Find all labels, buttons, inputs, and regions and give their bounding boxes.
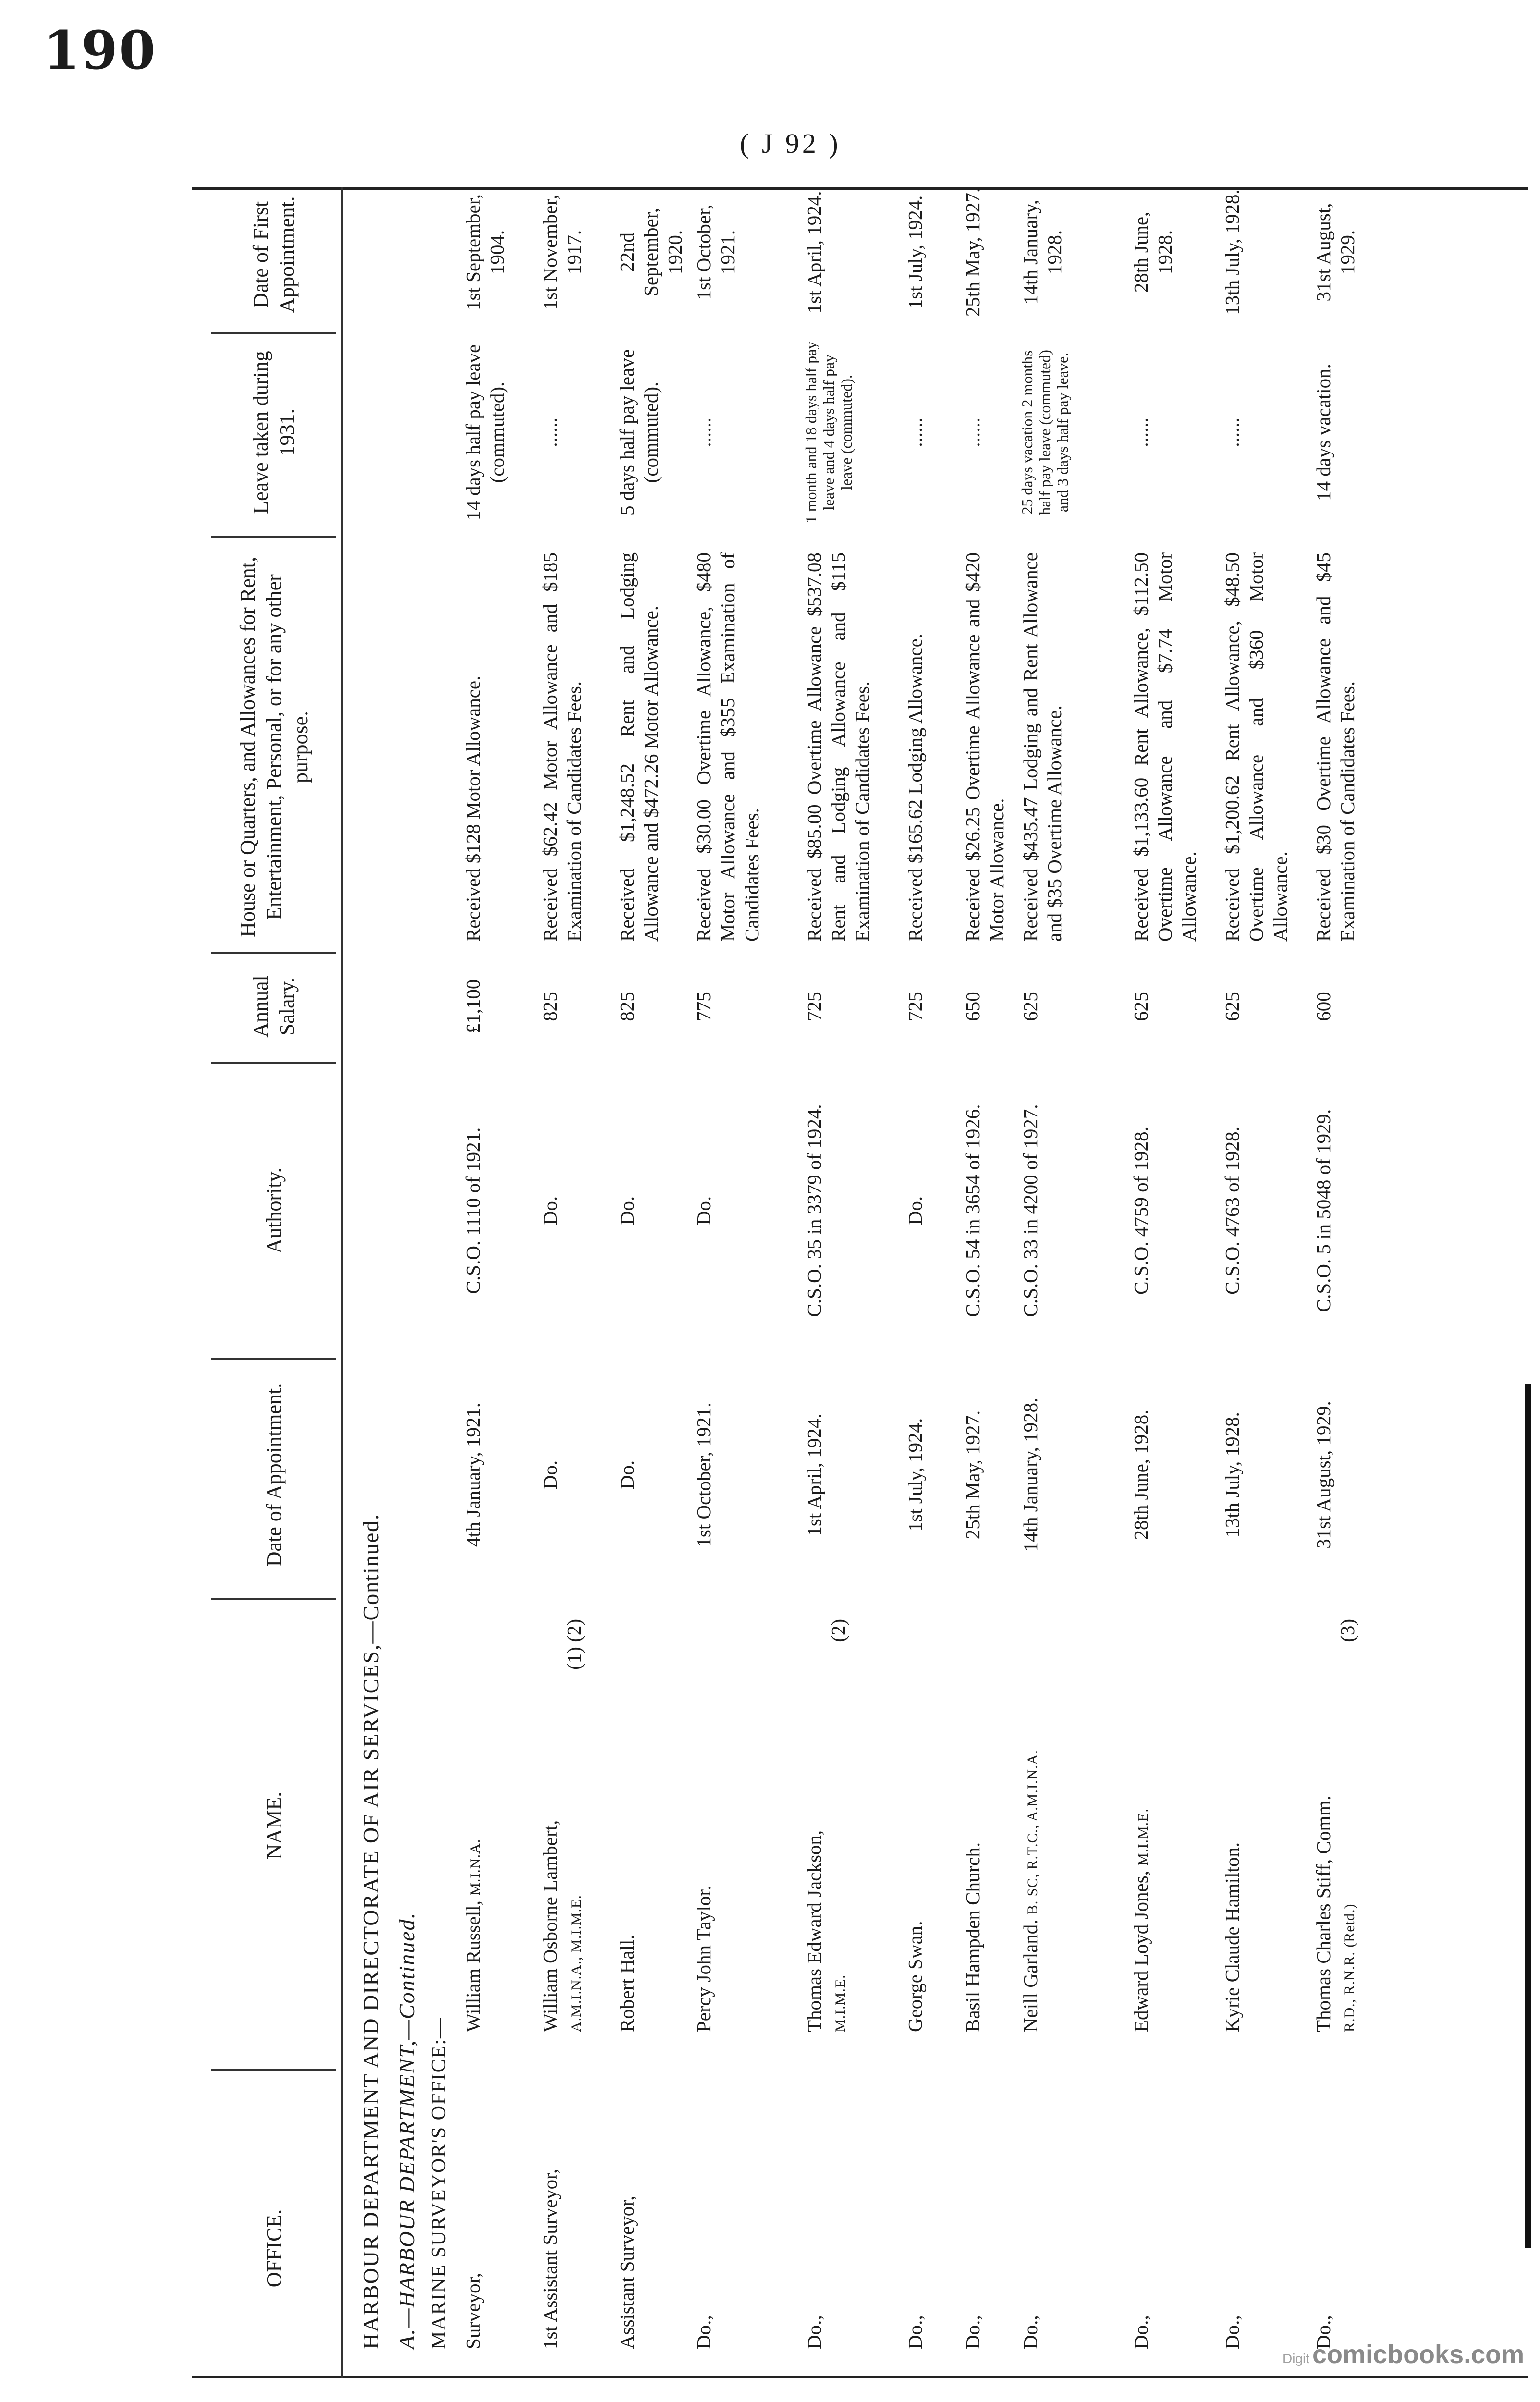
name-qualification: R.D., R.N.R. (Retd.) xyxy=(1342,1903,1358,2032)
name-qualification: B. SC, R.T.C., A.M.I.N.A. xyxy=(1025,1750,1040,1915)
allowances-cell: Received $1,133.60 Rent Allowance, $112.50 Overtime Allowance and $7.74 Motor Allowance. xyxy=(1130,552,1200,942)
header-separator xyxy=(211,1062,336,1064)
office-cell: Do., xyxy=(1312,2315,1334,2349)
column-rule-header xyxy=(192,2376,1528,2378)
date-cell: 1st April, 1924. xyxy=(803,1413,825,1536)
name-text: William Osborne Lambert, xyxy=(539,1820,561,2032)
rotated-table xyxy=(192,187,1537,2378)
first-appointment-cell: 22nd September, 1920. xyxy=(616,208,686,296)
authority-cell: Do. xyxy=(539,1196,561,1226)
leave-cell: ...... xyxy=(962,417,984,447)
name-text: William Russell, xyxy=(462,1900,484,2032)
first-appointment-cell: 14th January, 1928. xyxy=(1019,199,1066,305)
salary-cell: 625 xyxy=(1221,992,1243,1021)
date-cell: 31st August, 1929. xyxy=(1312,1401,1334,1549)
salary-cell: 600 xyxy=(1312,992,1334,1021)
name-cell xyxy=(1311,1619,1359,2032)
date-cell: 13th July, 1928. xyxy=(1221,1412,1243,1538)
office-cell: Do., xyxy=(962,2315,984,2349)
office-cell: Do., xyxy=(904,2315,926,2349)
allowances-cell: Received $128 Motor Allowance. xyxy=(462,675,484,942)
name-text: Edward Loyd Jones, xyxy=(1130,1871,1152,2032)
leave-cell: ...... xyxy=(539,417,561,447)
header-leave: Leave taken during 1931. xyxy=(249,351,299,514)
footnote-marker: (3) xyxy=(1336,1619,1359,1642)
first-appointment-cell: 31st August, 1929. xyxy=(1312,203,1359,302)
salary-cell: 625 xyxy=(1019,992,1041,1021)
header-name: NAME. xyxy=(262,1791,286,1860)
header-separator xyxy=(211,2069,336,2071)
footnote-marker: (2) xyxy=(827,1619,850,1642)
name-cell xyxy=(692,1619,716,2032)
document-reference: ( J 92 ) xyxy=(740,128,841,159)
name-text: Basil Hampden Church. xyxy=(962,1842,984,2032)
allowances-cell: Received $165.62 Lodging Allowance. xyxy=(904,633,926,942)
name-qualification: M.I.M.E. xyxy=(832,1974,849,2032)
header-date: Date of Appointment. xyxy=(262,1383,286,1567)
allowances-cell: Received $1,248.52 Rent and Lodging Allowance and $472.26 Motor Allowance. xyxy=(616,552,662,942)
name-cell xyxy=(802,1619,850,2032)
name-qualification: A.M.I.N.A., M.I.M.E. xyxy=(568,1895,585,2032)
page-number: 190 xyxy=(43,19,157,81)
name-cell xyxy=(1018,1619,1042,2032)
header-office: OFFICE. xyxy=(262,2209,286,2288)
name-text: George Swan. xyxy=(904,1921,926,2032)
header-salary: Annual Salary. xyxy=(249,975,299,1038)
leave-cell: ...... xyxy=(1130,417,1152,447)
date-cell: 14th January, 1928. xyxy=(1019,1397,1041,1552)
first-appointment-cell: 25th May, 1927. xyxy=(962,187,984,317)
salary-cell: 725 xyxy=(904,992,926,1021)
header-separator xyxy=(211,536,336,538)
salary-cell: 775 xyxy=(693,992,715,1021)
binding-edge-mark xyxy=(1525,1384,1531,2248)
header-first-appointment: Date of First Appointment. xyxy=(249,196,299,313)
allowances-cell: Received $30.00 Overtime Allowance, $480 Motor Allowance and $355 Examination of Candidates Fees. xyxy=(693,552,763,942)
authority-cell: C.S.O. 54 in 3654 of 1926. xyxy=(962,1104,984,1317)
watermark-text: comicbooks.com xyxy=(1312,2340,1525,2369)
office-cell: Do., xyxy=(693,2315,715,2349)
subsection-heading: A.—HARBOUR DEPARTMENT,—Continued. xyxy=(394,1912,419,2349)
office-heading: MARINE SURVEYOR'S OFFICE:— xyxy=(428,2017,450,2349)
allowances-cell: Received $435.47 Lodging and Rent Allowance and $35 Overtime Allowance. xyxy=(1019,552,1066,942)
salary-cell: 825 xyxy=(616,992,638,1021)
watermark-prefix: Digit xyxy=(1283,2351,1310,2366)
first-appointment-cell: 13th July, 1928. xyxy=(1221,189,1243,315)
section-heading: HARBOUR DEPARTMENT AND DIRECTORATE OF AIR SERVICES,—Continued. xyxy=(358,1513,383,2349)
leave-cell: 14 days vacation. xyxy=(1312,364,1334,501)
leave-cell: 14 days half pay leave (commuted). xyxy=(462,344,509,521)
watermark xyxy=(1283,2340,1524,2369)
authority-cell: C.S.O. 4763 of 1928. xyxy=(1221,1127,1243,1295)
first-appointment-cell: 1st September, 1904. xyxy=(462,194,509,311)
date-cell: Do. xyxy=(539,1460,561,1490)
name-qualification: M.I.N.A. xyxy=(467,1838,483,1896)
name-cell xyxy=(615,1619,639,2032)
first-appointment-cell: 28th June, 1928. xyxy=(1130,211,1176,293)
authority-cell: C.S.O. 1110 of 1921. xyxy=(462,1127,484,1294)
name-text: Robert Hall. xyxy=(616,1935,638,2032)
leave-cell: 1 month and 18 days half pay leave and 4 days half pay leave (commuted). xyxy=(802,341,855,524)
header-bottom-rule xyxy=(341,187,343,2378)
leave-cell: 25 days vacation 2 months half pay leave (commuted) and 3 days half pay leave. xyxy=(1018,350,1071,515)
first-appointment-cell: 1st October, 1921. xyxy=(693,204,739,300)
date-cell: 1st October, 1921. xyxy=(693,1402,715,1547)
header-house: House or Quarters, and Allowances for Rent, Entertainment, Personal, or for any other purpose. xyxy=(235,557,312,937)
name-cell xyxy=(961,1619,985,2032)
date-cell: 25th May, 1927. xyxy=(962,1410,984,1540)
name-text: Percy John Taylor. xyxy=(693,1886,715,2032)
first-appointment-cell: 1st April, 1924. xyxy=(803,191,825,314)
allowances-cell: Received $30 Overtime Allowance and $45 Examination of Candidates Fees. xyxy=(1312,552,1359,942)
salary-cell: 825 xyxy=(539,992,561,1021)
first-appointment-cell: 1st July, 1924. xyxy=(904,195,926,309)
first-appointment-cell: 1st November, 1917. xyxy=(539,195,586,310)
allowances-cell: Received $1,200.62 Rent Allowance, $48.50 Overtime Allowance and $360 Motor Allowance. xyxy=(1221,552,1292,942)
office-cell: Surveyor, xyxy=(462,2273,484,2349)
date-cell: 28th June, 1928. xyxy=(1130,1409,1152,1540)
name-cell xyxy=(903,1619,927,2032)
office-cell: Assistant Surveyor, xyxy=(616,2195,638,2349)
salary-cell: 625 xyxy=(1130,992,1152,1021)
header-separator xyxy=(211,1598,336,1600)
header-separator xyxy=(211,952,336,954)
header-separator xyxy=(211,332,336,334)
authority-cell: Do. xyxy=(693,1196,715,1226)
date-cell: 4th January, 1921. xyxy=(462,1402,484,1547)
salary-cell: 725 xyxy=(803,992,825,1021)
authority-cell: C.S.O. 35 in 3379 of 1924. xyxy=(803,1104,825,1317)
salary-cell: £1,100 xyxy=(462,979,484,1034)
allowances-cell: Received $26.25 Overtime Allowance and $420 Motor Allowance. xyxy=(962,552,1008,942)
name-cell xyxy=(461,1619,485,2032)
name-cell xyxy=(1220,1619,1244,2032)
date-cell: 1st July, 1924. xyxy=(904,1418,926,1532)
name-cell xyxy=(538,1619,586,2032)
allowances-cell: Received $85.00 Overtime Allowance $537.08 Rent and Lodging Allowance and $115 Examination of Candidates Fees. xyxy=(803,552,874,942)
name-text: Thomas Edward Jackson, xyxy=(803,1830,825,2032)
salary-cell: 650 xyxy=(962,992,984,1021)
authority-cell: Do. xyxy=(904,1196,926,1226)
date-cell: Do. xyxy=(616,1460,638,1490)
authority-cell: C.S.O. 4759 of 1928. xyxy=(1130,1127,1152,1295)
authority-cell: Do. xyxy=(616,1196,638,1226)
name-cell xyxy=(1129,1619,1153,2032)
header-authority: Authority. xyxy=(262,1167,286,1254)
authority-cell: C.S.O. 33 in 4200 of 1927. xyxy=(1019,1104,1041,1317)
name-text: Kyrie Claude Hamilton. xyxy=(1221,1842,1243,2032)
office-cell: 1st Assistant Surveyor, xyxy=(539,2169,561,2349)
allowances-cell: Received $62.42 Motor Allowance and $185 Examination of Candidates Fees. xyxy=(539,552,586,942)
authority-cell: C.S.O. 5 in 5048 of 1929. xyxy=(1312,1109,1334,1312)
name-text: Neill Garland. xyxy=(1019,1919,1041,2032)
footnote-marker: (1) (2) xyxy=(563,1619,586,1670)
leave-cell: ...... xyxy=(693,417,715,447)
office-cell: Do., xyxy=(1130,2315,1152,2349)
office-cell: Do., xyxy=(803,2315,825,2349)
office-cell: Do., xyxy=(1221,2315,1243,2349)
name-qualification: M.I.M.E. xyxy=(1135,1808,1151,1866)
leave-cell: 5 days half pay leave (commuted). xyxy=(616,349,662,516)
office-cell: Do., xyxy=(1019,2315,1041,2349)
leave-cell: ...... xyxy=(1221,417,1243,447)
name-text: Thomas Charles Stiff, Comm. xyxy=(1312,1795,1334,2032)
leave-cell: ...... xyxy=(904,417,926,447)
header-separator xyxy=(211,1358,336,1360)
